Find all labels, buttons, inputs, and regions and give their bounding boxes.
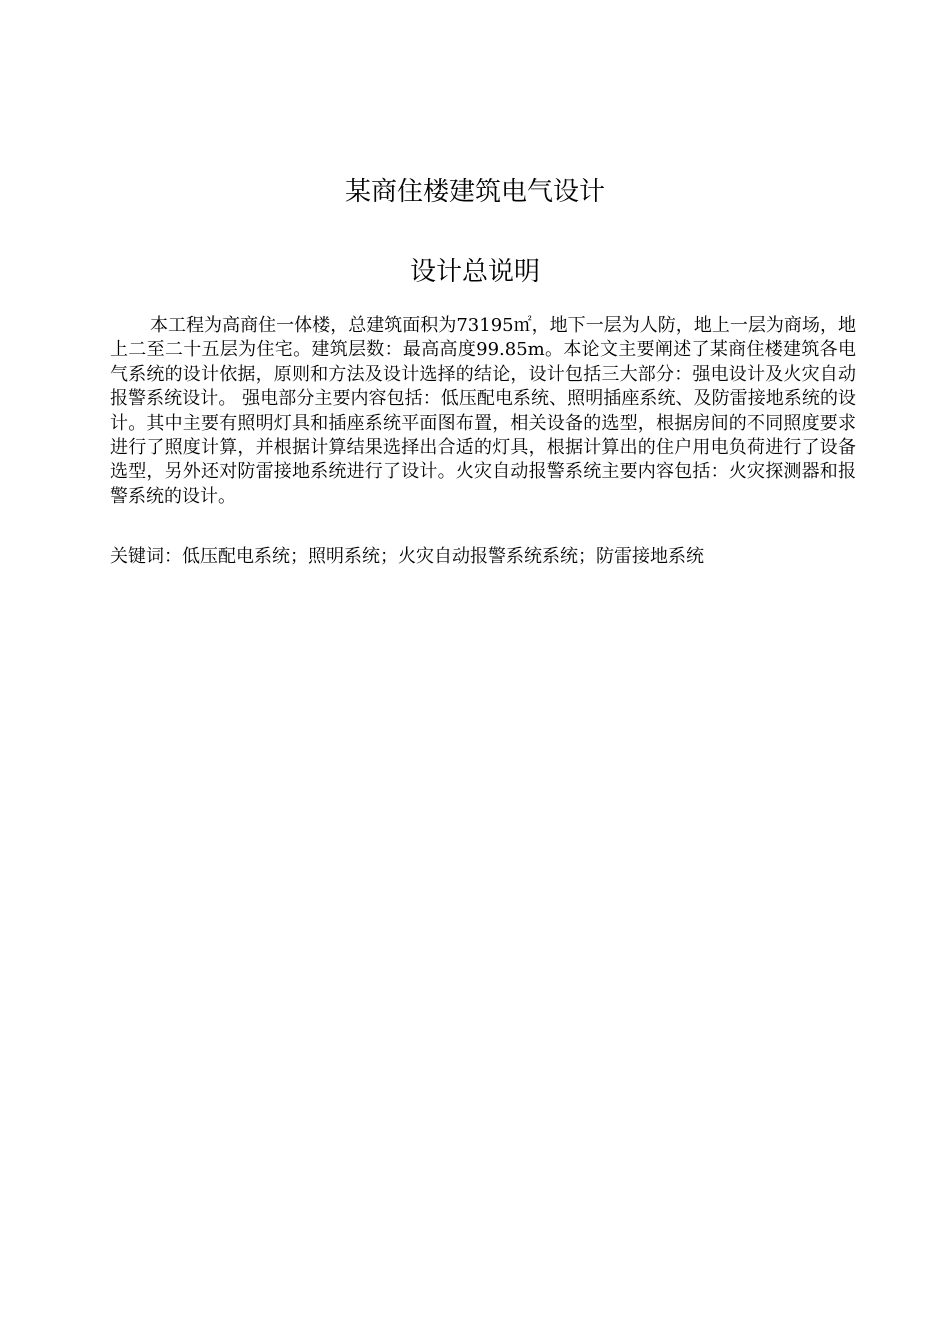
document-subtitle: 设计总说明 xyxy=(409,257,540,287)
keywords-line xyxy=(110,545,856,569)
keywords-label: 关键词： xyxy=(110,546,182,567)
abstract-paragraph: 本工程为高商住一体楼，总建筑面积为73195㎡，地下一层为人防，地上一层为商场，地上二至二十五层为住宅。建筑层数：最高高度99.85m。本论文主要阐述了某商住楼建筑各电气系统的设计依据，原则和方法及设计选择的结论，设计包括三大部分：强电设计及火灾自动报警系统设计。 强电部分主要内容包括：低压配电系统、照明插座系统、及防雷接地系统的设计。其中主要有照明灯具和插座系统平面图布置，相关设备的选型，根据房间的不同照度要求进行了照度计算，并根据计算结果选择出合适的灯具，根据计算出的住户用电负荷进行了设备选型，另外还对防雷接地系统进行了设计。火灾自动报警系统主要内容包括：火灾探测器和报警系统的设计。 xyxy=(110,315,856,507)
document-title: 某商住楼建筑电气设计 xyxy=(344,177,605,207)
keywords-text: 低压配电系统；照明系统；火灾自动报警系统系统；防雷接地系统 xyxy=(182,546,704,567)
